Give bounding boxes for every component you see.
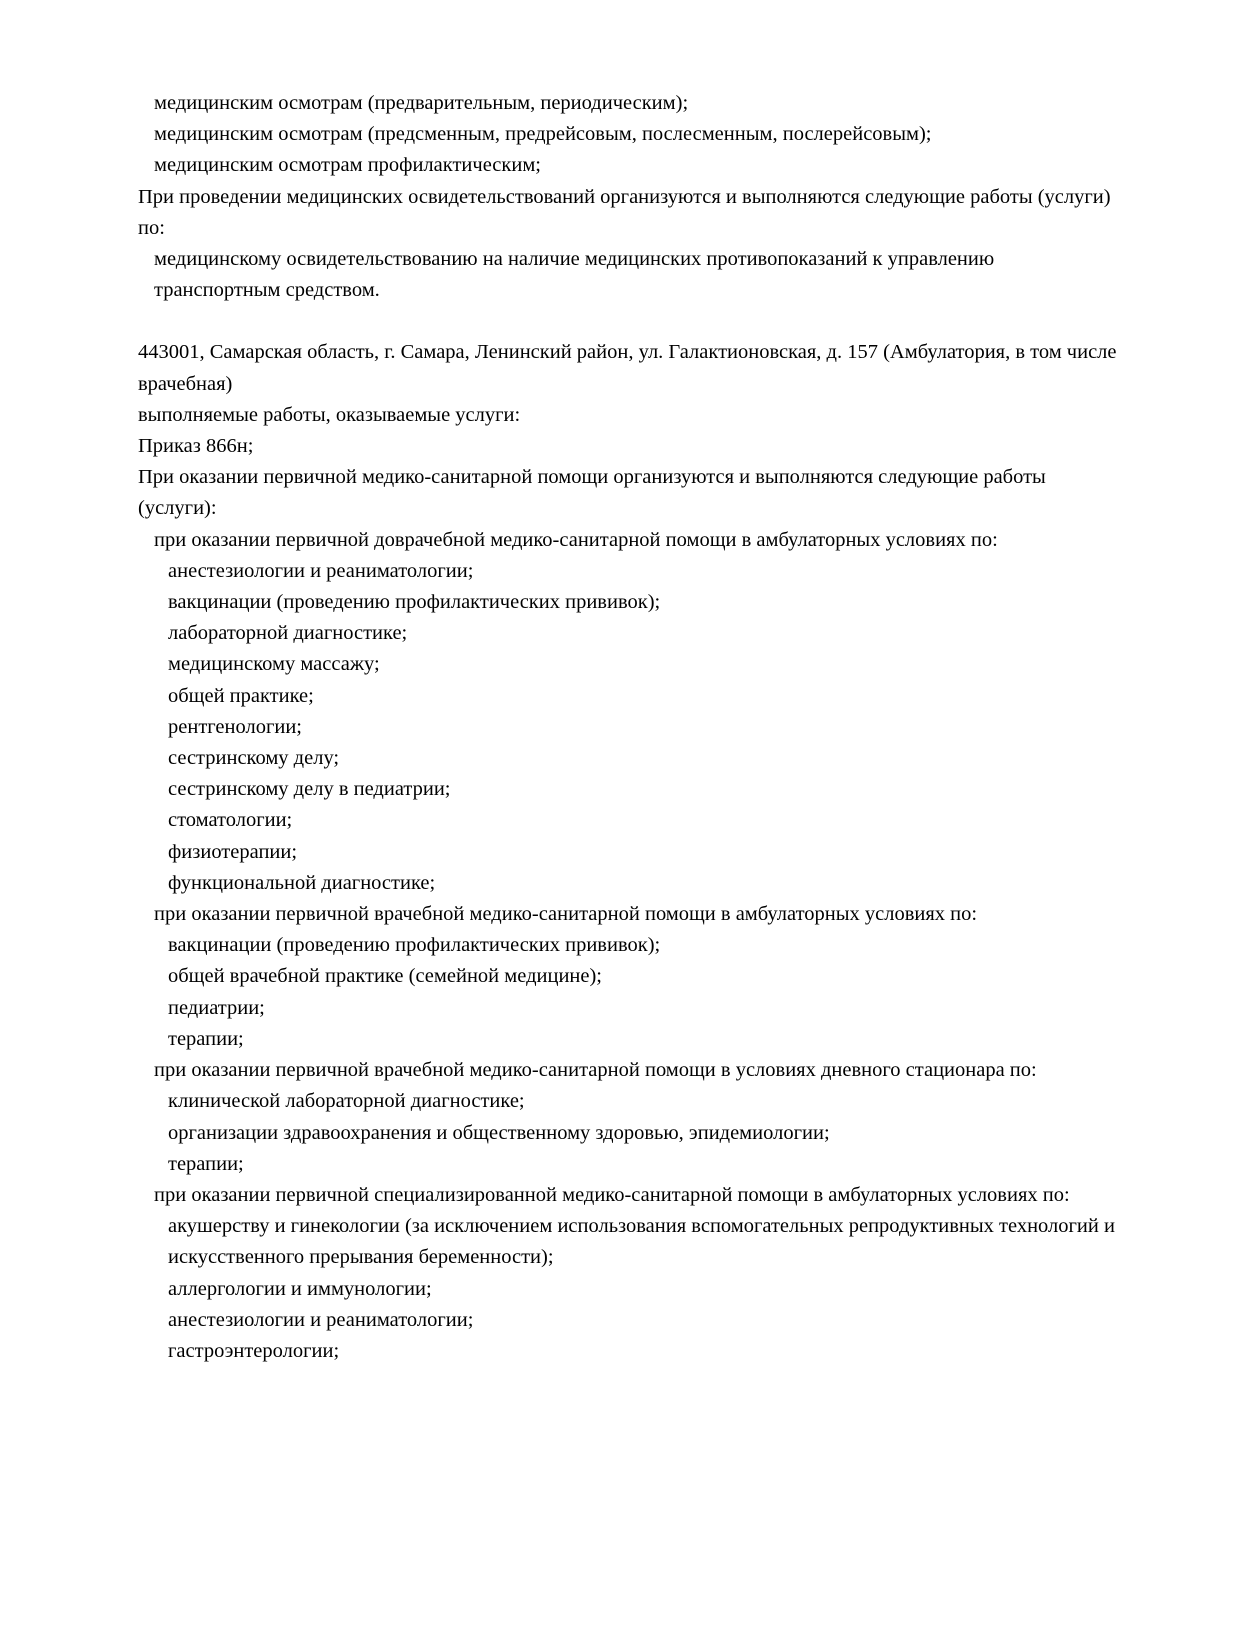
list-item: сестринскому делу; <box>168 747 340 770</box>
list-item: акушерству и гинекологии (за исключением использования вспомогательных репродуктивных технологий и искусственного прерывания беременности); <box>168 1215 1115 1269</box>
list-item: сестринскому делу в педиатрии; <box>168 778 451 801</box>
list-item: организации здравоохранения и общественному здоровью, эпидемиологии; <box>168 1121 830 1144</box>
list-item: анестезиологии и реаниматологии; <box>168 1308 474 1331</box>
list-item: клинической лабораторной диагностике; <box>168 1090 525 1113</box>
facility-address: 443001, Самарская область, г. Самара, Ленинский район, ул. Галактионовская, д. 157 (Амбулатория, в том числе врачебная) <box>138 341 1117 395</box>
list-item: общей врачебной практике (семейной медицине); <box>168 965 603 988</box>
paragraph: выполняемые работы, оказываемые услуги: <box>138 403 521 426</box>
list-item: педиатрии; <box>168 996 265 1019</box>
list-item: физиотерапии; <box>168 840 298 863</box>
list-item: общей практике; <box>168 684 314 707</box>
list-item: рентгенологии; <box>168 715 302 738</box>
list-item: при оказании первичной врачебной медико-санитарной помощи в амбулаторных условиях по: <box>154 903 978 926</box>
list-item: при оказании первичной доврачебной медико-санитарной помощи в амбулаторных условиях по: <box>154 528 998 551</box>
list-item: медицинским осмотрам профилактическим; <box>154 154 541 177</box>
order-reference: Приказ 866н; <box>138 435 254 458</box>
list-item: стоматологии; <box>168 809 293 832</box>
document-text-body <box>138 88 1122 1367</box>
list-item: аллергологии и иммунологии; <box>168 1277 432 1300</box>
list-item: терапии; <box>168 1152 244 1175</box>
list-item: при оказании первичной врачебной медико-санитарной помощи в условиях дневного стационара по: <box>154 1059 1037 1082</box>
list-item: лабораторной диагностике; <box>168 622 408 645</box>
list-item: анестезиологии и реаниматологии; <box>168 559 474 582</box>
list-item: медицинскому освидетельствованию на наличие медицинских противопоказаний к управлению транспортным средством. <box>154 248 995 302</box>
list-item: вакцинации (проведению профилактических прививок); <box>168 591 661 614</box>
list-item: гастроэнтерологии; <box>168 1339 340 1362</box>
paragraph-spacer <box>138 306 1122 337</box>
list-item: функциональной диагностике; <box>168 871 436 894</box>
list-item: медицинскому массажу; <box>168 653 380 676</box>
list-item: вакцинации (проведению профилактических прививок); <box>168 934 661 957</box>
list-item: при оказании первичной специализированной медико-санитарной помощи в амбулаторных условиях по: <box>154 1183 1070 1206</box>
paragraph: При оказании первичной медико-санитарной помощи организуются и выполняются следующие работы (услуги): <box>138 466 1046 520</box>
list-item: медицинским осмотрам (предсменным, предрейсовым, послесменным, послерейсовым); <box>154 123 932 146</box>
paragraph: При проведении медицинских освидетельствований организуются и выполняются следующие работы (услуги) по: <box>138 185 1111 239</box>
list-item: медицинским осмотрам (предварительным, периодическим); <box>154 92 689 114</box>
list-item: терапии; <box>168 1027 244 1050</box>
